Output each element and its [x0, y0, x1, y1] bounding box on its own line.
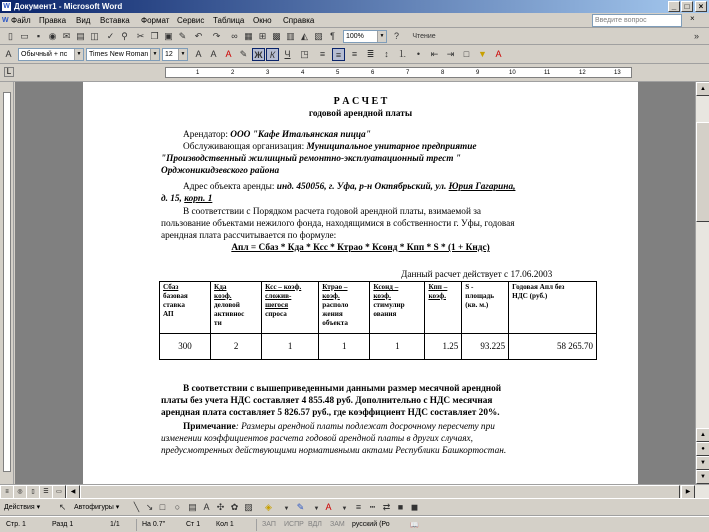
menu-bar — [0, 13, 709, 28]
vertical-ruler[interactable] — [0, 82, 14, 484]
status-ext[interactable]: ВДЛ — [308, 521, 322, 528]
styles-pane-icon[interactable]: A — [5, 49, 12, 59]
address-label: Адрес объекта аренды: — [183, 182, 275, 192]
chevron-down-icon: ▼ — [150, 49, 159, 60]
spelling-icon[interactable]: ✓ — [106, 31, 115, 41]
close-button[interactable]: × — [695, 1, 707, 12]
address-building: корп. 1 — [184, 194, 213, 204]
split-page-up-icon[interactable]: ▲ — [696, 428, 709, 442]
menu-help[interactable]: Справка — [283, 16, 315, 25]
tables-borders-icon[interactable]: ▦ — [244, 31, 253, 41]
arrow-style-icon[interactable]: ⇄ — [382, 502, 391, 512]
chevron-down-icon: ▼ — [74, 49, 83, 60]
save-icon[interactable]: ▪ — [36, 31, 41, 41]
document-area[interactable] — [15, 82, 695, 484]
table-header-row — [160, 282, 597, 334]
window-title: Документ1 - Microsoft Word — [14, 2, 123, 11]
scroll-left-icon[interactable]: ◀ — [66, 485, 80, 499]
3d-style-icon[interactable]: ◼ — [410, 502, 419, 512]
italic-button[interactable]: К — [266, 48, 279, 61]
columns-icon[interactable]: ▥ — [286, 31, 295, 41]
rectangle-icon[interactable]: □ — [159, 502, 166, 512]
autoshapes-menu[interactable]: Автофигуры ▾ — [74, 504, 120, 511]
note-line1: : Размеры арендной платы подлежат досрочному пересчету при — [235, 422, 495, 432]
address-street: Юрия Гагарина, — [448, 182, 516, 192]
para2-line3: арендная плата составляет 5 826.57 руб., где коэффициент НДС составляет 20%. — [161, 408, 500, 418]
address-value-2: д. 15, — [161, 194, 182, 204]
draw-font-color-icon[interactable]: A — [325, 502, 332, 512]
insert-excel-icon[interactable]: ▩ — [272, 31, 281, 41]
line-icon[interactable]: ╲ — [133, 502, 140, 512]
open-icon[interactable]: ▭ — [20, 31, 29, 41]
print-icon[interactable]: ▤ — [76, 31, 85, 41]
undo-icon[interactable]: ↶ — [194, 31, 203, 41]
note-label: Примечание — [183, 422, 236, 432]
menu-edit[interactable]: Правка — [39, 16, 67, 25]
read-button[interactable]: Чтение — [412, 33, 436, 40]
web-view-icon[interactable]: ◎ — [13, 485, 27, 499]
status-trk[interactable]: ИСПР — [284, 521, 304, 528]
cell-ktrao: 1 — [319, 334, 370, 360]
tenant-label: Арендатор: — [183, 130, 228, 140]
status-col: Кол 1 — [216, 521, 234, 528]
paste-icon[interactable]: ▣ — [164, 31, 173, 41]
header-area: S - площадь (кв. м.) — [462, 282, 509, 334]
border-icon[interactable]: ◳ — [300, 49, 309, 59]
menu-file[interactable]: Файл — [11, 16, 31, 25]
word-app-icon[interactable]: W — [3, 3, 10, 10]
justify-icon[interactable]: ≣ — [366, 49, 375, 59]
oval-icon[interactable]: ○ — [174, 502, 181, 512]
font-select[interactable]: Times New Roman ▼ — [86, 48, 160, 61]
org-value-1: Муниципальное унитарное предприятие — [306, 142, 477, 152]
increase-font-icon[interactable]: A — [195, 49, 202, 59]
line-color-icon[interactable]: ✎ — [296, 502, 305, 512]
menu-view[interactable]: Вид — [76, 16, 91, 25]
note-line3: предусмотренных действующими нормативными актами Республики Башкортостан. — [161, 446, 507, 456]
minimize-button[interactable]: _ — [668, 1, 680, 12]
increase-indent-icon[interactable]: ⇥ — [446, 49, 455, 59]
chevron-down-icon: ▼ — [377, 31, 386, 42]
para1-line1: В соответствии с Порядком расчета годовой арендной платы, взимаемой за — [183, 207, 482, 217]
font-color-icon[interactable]: A — [225, 49, 232, 59]
numbering-icon[interactable]: ⒈ — [397, 49, 407, 59]
chevron-down-icon: ▼ — [178, 49, 187, 60]
doc-subtitle: годовой арендной платы — [308, 109, 413, 119]
fill-color-icon[interactable]: ◈ — [265, 502, 272, 512]
menu-format[interactable]: Формат — [141, 16, 170, 25]
header-annual: Годовая Апл без НДС (руб.) — [509, 282, 597, 334]
decrease-font-icon[interactable]: A — [210, 49, 217, 59]
menu-tools[interactable]: Сервис — [177, 16, 205, 25]
formula: Апл = Сбаз * Кда * Ксс * Ктрао * Ксонд * Кпп * S * (1 + Кндс) — [231, 243, 490, 253]
cell-ksond: 1 — [370, 334, 425, 360]
fill-chevron-icon[interactable]: ▼ — [283, 506, 290, 512]
cell-kss: 1 — [262, 334, 319, 360]
align-center-icon[interactable]: ≡ — [332, 48, 345, 61]
shadow-style-icon[interactable]: ■ — [397, 502, 404, 512]
horizontal-ruler[interactable] — [0, 64, 709, 82]
title-bar — [0, 0, 709, 13]
spelling-status-icon[interactable]: 📖 — [410, 522, 419, 529]
scroll-right-icon[interactable]: ▶ — [681, 485, 695, 499]
document-page[interactable] — [83, 82, 638, 484]
header-kda: Кда коэф. деловой активнос ти — [211, 282, 262, 334]
underline-button[interactable]: Ч — [284, 49, 291, 59]
effective-date: Данный расчет действует с 17.06.2003 — [401, 270, 553, 280]
horizontal-scrollbar[interactable] — [0, 484, 709, 498]
doc-close-icon[interactable]: × — [690, 14, 695, 23]
status-section: Разд 1 — [52, 521, 74, 528]
line-spacing-icon[interactable]: ↕ — [384, 49, 389, 59]
tenant-value: ООО "Кафе Итальянская пицца" — [230, 130, 371, 140]
split-page-down-icon[interactable]: ▼ — [696, 456, 709, 470]
copy-icon[interactable]: ❐ — [150, 31, 159, 41]
address-value-1: инд. 450056, г. Уфа, р-н Октябрьский, ул. — [276, 182, 447, 192]
zoom-select[interactable]: 100% ▼ — [343, 30, 387, 43]
arrow-icon[interactable]: ↘ — [145, 502, 154, 512]
scroll-thumb[interactable] — [696, 122, 709, 222]
scroll-down-icon[interactable]: ▼ — [696, 470, 709, 484]
menu-window[interactable]: Окно — [253, 16, 272, 25]
align-right-icon[interactable]: ≡ — [351, 49, 358, 59]
para1-line2: пользование объектами нежилого фонда, находящимися в собственности г. Уфы, годовая — [161, 219, 515, 229]
cell-annual: 58 265.70 — [509, 334, 597, 360]
vertical-scrollbar[interactable] — [695, 82, 709, 484]
table-row — [160, 334, 597, 360]
insert-table-icon[interactable]: ⊞ — [258, 31, 267, 41]
align-left-icon[interactable]: ≡ — [319, 49, 326, 59]
toolbar-options-icon[interactable]: » — [693, 31, 699, 41]
cell-sbaz: 300 — [160, 334, 211, 360]
status-pages: 1/1 — [110, 521, 120, 528]
outside-border-icon[interactable]: □ — [463, 49, 470, 59]
reading-view-icon[interactable]: ▭ — [52, 485, 66, 499]
document-map-icon[interactable]: ▧ — [314, 31, 323, 41]
status-language: русский (Ро — [352, 521, 390, 528]
standard-toolbar — [0, 28, 709, 45]
format-painter-icon[interactable]: ✎ — [178, 31, 187, 41]
text-color-icon[interactable]: A — [495, 49, 502, 59]
cell-kpp: 1.25 — [425, 334, 462, 360]
line-style-icon[interactable]: ≡ — [355, 502, 362, 512]
text-box-icon[interactable]: ▤ — [188, 502, 197, 512]
browse-object-icon[interactable]: ● — [696, 442, 709, 456]
print-view-icon[interactable]: ▯ — [26, 485, 40, 499]
formatting-toolbar — [0, 46, 709, 64]
draw-actions-menu[interactable]: Действия ▾ — [4, 504, 41, 511]
select-objects-icon[interactable]: ↖ — [58, 502, 67, 512]
font-color-chevron-icon[interactable]: ▼ — [341, 506, 348, 512]
maximize-button[interactable]: □ — [681, 1, 693, 12]
normal-view-icon[interactable]: ≡ — [0, 485, 14, 499]
cut-icon[interactable]: ✂ — [136, 31, 145, 41]
new-document-icon[interactable]: ▯ — [8, 31, 13, 41]
style-select[interactable]: Обычный + пс ▼ — [18, 48, 84, 61]
header-kss: Ксс – коэф. сложив- шегося спроса — [262, 282, 319, 334]
note-line2: изменении коэффициентов расчета годовой арендной платы в других случаях, — [161, 434, 474, 444]
org-value-2: "Производственный жилищный ремонтно-эксплуатационный трест " — [161, 154, 461, 164]
outline-view-icon[interactable]: ☰ — [39, 485, 53, 499]
status-line: Ст 1 — [186, 521, 201, 528]
scroll-up-icon[interactable]: ▲ — [696, 82, 709, 96]
permission-icon[interactable]: ◉ — [48, 31, 57, 41]
drawing-icon[interactable]: ◭ — [301, 31, 308, 41]
highlight-icon[interactable]: ✎ — [239, 49, 248, 59]
para2-line1: В соответствии с вышеприведенными данными размер месячной арендной — [183, 384, 502, 394]
status-at: На 0.7" — [142, 521, 166, 528]
help-search-input[interactable]: Введите вопрос — [592, 14, 682, 27]
horizontal-scroll-thumb[interactable] — [80, 485, 680, 499]
picture-icon[interactable]: ▨ — [244, 502, 253, 512]
menu-insert[interactable]: Вставка — [100, 16, 130, 25]
menu-table[interactable]: Таблица — [213, 16, 245, 25]
tab-selector-icon[interactable]: L — [4, 67, 14, 77]
wordart-icon[interactable]: A — [203, 502, 210, 512]
help-icon[interactable]: ? — [393, 31, 399, 41]
header-ksond: Ксонд – коэф. стимулир ования — [370, 282, 425, 334]
rates-table — [159, 281, 597, 360]
bullets-icon[interactable]: • — [416, 49, 421, 59]
status-bar — [0, 516, 709, 532]
clipart-icon[interactable]: ✿ — [230, 502, 239, 512]
dash-style-icon[interactable]: ┅ — [369, 502, 376, 512]
font-size-select[interactable]: 12 ▼ — [162, 48, 188, 61]
para1-line3: арендная плата рассчитывается по формуле: — [161, 231, 337, 241]
status-ovr[interactable]: ЗАМ — [330, 521, 345, 528]
research-icon[interactable]: ⚲ — [121, 31, 128, 41]
header-ktrao: Ктрао – коэф. располо жения объекта — [319, 282, 370, 334]
bold-button[interactable]: Ж — [252, 48, 265, 61]
org-value-3: Орджоникидзевского района — [161, 166, 280, 176]
hyperlink-icon[interactable]: ∞ — [231, 31, 238, 41]
header-kpp: Кпп – коэф. — [425, 282, 462, 334]
redo-icon[interactable]: ↷ — [212, 31, 221, 41]
show-hide-icon[interactable]: ¶ — [330, 31, 335, 41]
diagram-icon[interactable]: ✣ — [216, 502, 225, 512]
header-sbaz: Сбаз базовая ставка АП — [160, 282, 211, 334]
para2-line2: платы без учета НДС составляет 4 855.48 руб. Дополнительно с НДС месячная — [161, 396, 493, 406]
status-rec[interactable]: ЗАП — [262, 521, 276, 528]
line-color-chevron-icon[interactable]: ▼ — [313, 506, 320, 512]
cell-kda: 2 — [211, 334, 262, 360]
drawing-toolbar — [0, 498, 709, 516]
vertical-ruler-strip — [3, 92, 11, 472]
highlight-color-icon[interactable]: ▼ — [478, 49, 487, 59]
status-page: Стр. 1 — [6, 521, 26, 528]
decrease-indent-icon[interactable]: ⇤ — [430, 49, 439, 59]
ruler-strip[interactable]: 1 2 3 4 5 6 7 8 9 10 11 12 13 — [165, 67, 632, 78]
cell-area: 93.225 — [462, 334, 509, 360]
email-icon[interactable]: ✉ — [62, 31, 71, 41]
print-preview-icon[interactable]: ◫ — [90, 31, 99, 41]
org-label: Обслуживающая организация: — [183, 142, 305, 152]
doc-title: Р А С Ч Е Т — [333, 96, 388, 107]
document-menu-icon[interactable]: W — [2, 17, 9, 24]
